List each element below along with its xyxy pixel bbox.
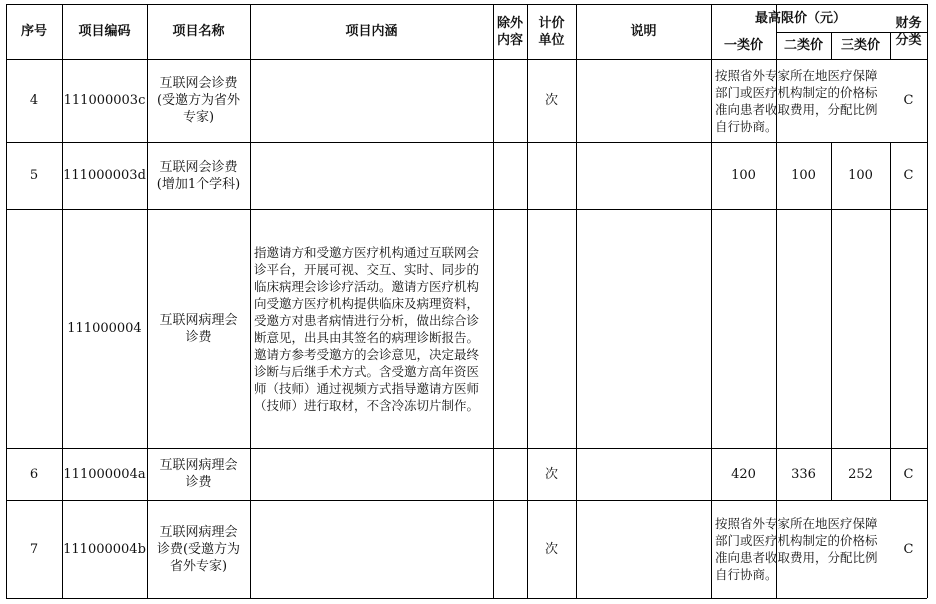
row-note bbox=[576, 142, 711, 209]
row-name: 互联网会诊费 (受邀方为省外 专家) bbox=[156, 76, 241, 125]
row-name: 互联网病理会 诊费(受邀方为 省外专家) bbox=[156, 524, 241, 574]
row-connotation bbox=[250, 448, 493, 500]
table-border bbox=[927, 4, 928, 598]
row-code: 111000004b bbox=[63, 541, 146, 557]
row-price-note: 按照省外专家所在地医疗保障部门或医疗机构制定的价格标准向患者收取费用，分配比例自行协商。 bbox=[715, 67, 878, 134]
row-connotation bbox=[250, 59, 493, 142]
row-unit: 次 bbox=[544, 93, 558, 108]
row-code: 111000003d bbox=[63, 168, 146, 183]
header-excluded: 除外 内容 bbox=[496, 15, 523, 48]
row-finance bbox=[890, 209, 927, 448]
header-class1: 一类价 bbox=[723, 38, 763, 53]
row-seq: 7 bbox=[29, 541, 39, 557]
row-code: 111000004 bbox=[67, 321, 142, 336]
fee-table bbox=[6, 4, 927, 598]
row-seq: 5 bbox=[29, 168, 39, 183]
header-connotation: 项目内涵 bbox=[345, 24, 398, 39]
row-connotation bbox=[250, 500, 493, 598]
row-finance: C bbox=[903, 93, 914, 108]
row-seq: 4 bbox=[29, 93, 39, 108]
row-note bbox=[576, 500, 711, 598]
row-class1-price: 100 bbox=[731, 168, 756, 183]
header-class2: 二类价 bbox=[783, 38, 823, 53]
row-name: 互联网会诊费 (增加1个学科) bbox=[156, 159, 241, 192]
header-finance: 财务 分类 bbox=[895, 15, 922, 48]
header-note: 说明 bbox=[630, 24, 657, 39]
row-unit: 次 bbox=[544, 541, 558, 557]
table-border bbox=[6, 598, 927, 599]
row-seq bbox=[6, 209, 62, 448]
row-class2-price bbox=[776, 209, 831, 448]
row-code: 111000004a bbox=[63, 466, 146, 482]
row-class2-price: 336 bbox=[791, 466, 816, 482]
row-note bbox=[576, 209, 711, 448]
row-unit bbox=[527, 142, 576, 209]
header-name: 项目名称 bbox=[172, 24, 225, 39]
row-excluded bbox=[493, 59, 527, 142]
row-class3-price: 100 bbox=[848, 168, 873, 183]
row-class3-price: 252 bbox=[848, 466, 873, 482]
row-connotation: 指邀请方和受邀方医疗机构通过互联网会诊平台，开展可视、交互、实时、同步的临床病理会诊诊疗活动。邀请方医疗机构向受邀方医疗机构提供临床及病理资料，受邀方对患者病情进行分析，做出综合诊断意见，出具由其签名的病理诊断报告。邀请方参考受邀方的会诊意见，决定最终诊断与后继手术方式。含受邀方高年资医师（技师）通过视频方式指导邀请方医师（技师）进行取材，不含冷冻切片制作。 bbox=[254, 244, 480, 413]
row-unit bbox=[527, 209, 576, 448]
header-price-group: 最高限价（元） bbox=[754, 10, 846, 26]
row-connotation bbox=[250, 142, 493, 209]
row-finance: C bbox=[903, 541, 914, 557]
row-class2-price: 100 bbox=[791, 168, 816, 183]
header-unit: 计价 单位 bbox=[538, 15, 565, 48]
row-code: 111000003c bbox=[63, 93, 146, 108]
header-code: 项目编码 bbox=[78, 24, 131, 39]
row-finance: C bbox=[903, 168, 914, 183]
row-seq: 6 bbox=[29, 466, 39, 482]
row-finance: C bbox=[903, 466, 914, 482]
row-name: 互联网病理会 诊费 bbox=[159, 458, 238, 490]
row-class1-price: 420 bbox=[731, 466, 756, 482]
row-price-note: 按照省外专家所在地医疗保障部门或医疗机构制定的价格标准向患者收取费用，分配比例自行协商。 bbox=[715, 516, 878, 582]
row-unit: 次 bbox=[544, 466, 558, 482]
row-class3-price bbox=[831, 209, 890, 448]
row-excluded bbox=[493, 500, 527, 598]
row-name: 互联网病理会 诊费 bbox=[159, 312, 238, 345]
row-excluded bbox=[493, 209, 527, 448]
header-class3: 三类价 bbox=[840, 38, 880, 53]
row-note bbox=[576, 59, 711, 142]
row-class1-price bbox=[711, 209, 776, 448]
row-excluded bbox=[493, 448, 527, 500]
row-excluded bbox=[493, 142, 527, 209]
header-seq: 序号 bbox=[20, 24, 47, 39]
row-note bbox=[576, 448, 711, 500]
